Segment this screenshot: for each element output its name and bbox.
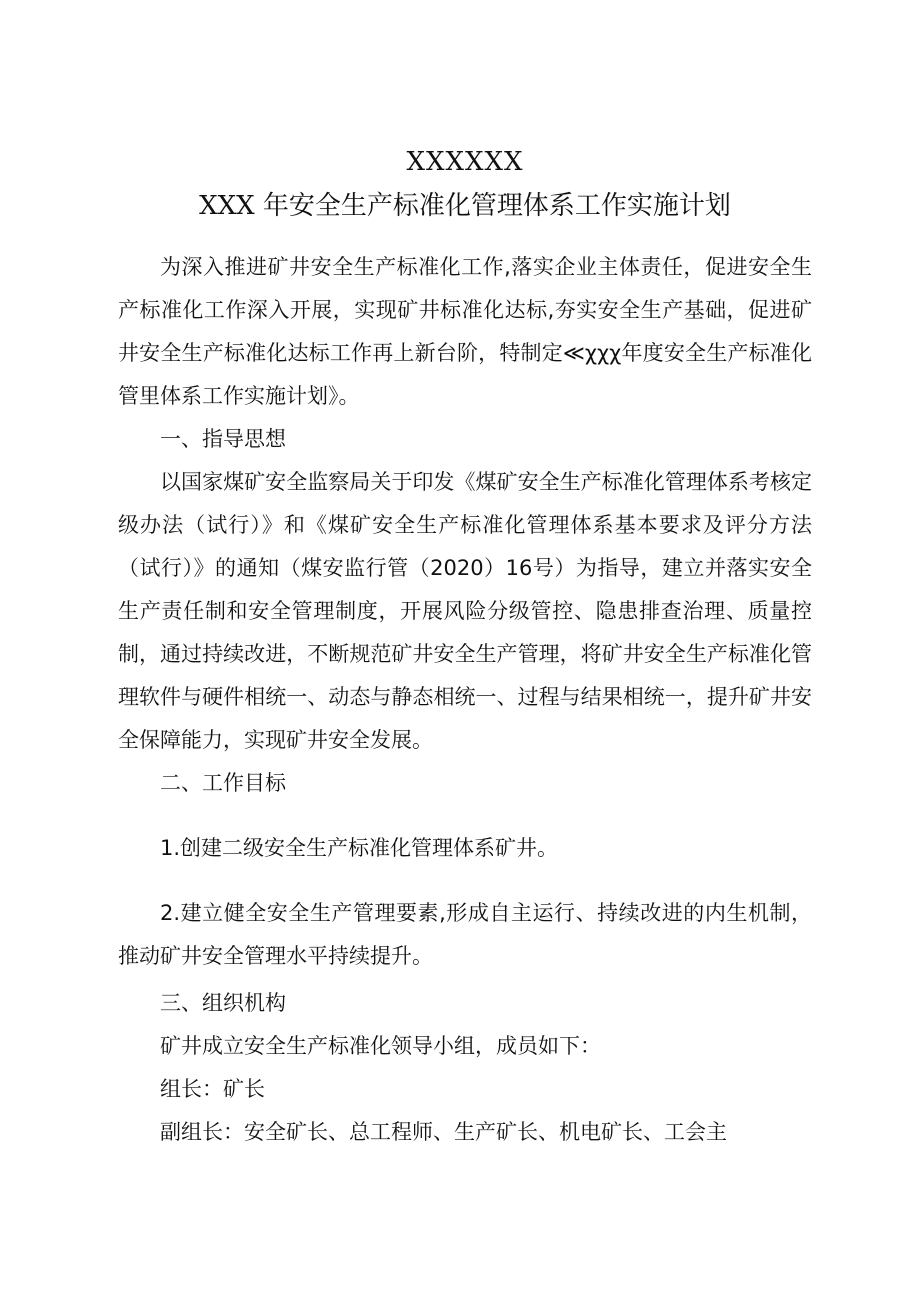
document-title: XXX 年安全生产标准化管理体系工作实施计划 bbox=[199, 191, 731, 221]
goal-item-1: 1.创建二级安全生产标准化管理体系矿井。 bbox=[160, 836, 559, 860]
section-heading-work-goals: 二、工作目标 bbox=[160, 771, 286, 795]
goal-item-2: 2.建立健全安全生产管理要素,形成自主运行、持续改进的内生机制，推动矿井安全管理水平持续提升。 bbox=[118, 901, 812, 968]
organization-intro: 矿井成立安全生产标准化领导小组，成员如下： bbox=[160, 1034, 601, 1058]
document-org-line: XXXXXX bbox=[406, 147, 524, 177]
group-leader-line: 组长：矿长 bbox=[160, 1077, 265, 1101]
intro-paragraph: 为深入推进矿井安全生产标准化工作,落实企业主体责任，促进安全生产标准化工作深入开展，实现矿井标准化达标,夯实安全生产基础，促进矿井安全生产标准化达标工作再上新台阶，特制定≪χχχ年度安全生产标准化管里体系工作实施计划》。 bbox=[118, 255, 812, 408]
section-heading-guiding-ideology: 一、指导思想 bbox=[160, 427, 286, 451]
deputy-leader-line: 副组长：安全矿长、总工程师、生产矿长、机电矿长、工会主 bbox=[160, 1120, 727, 1144]
section-heading-organization: 三、组织机构 bbox=[160, 991, 286, 1015]
guiding-ideology-paragraph: 以国家煤矿安全监察局关于印发《煤矿安全生产标准化管理体系考核定级办法（试行）》和《煤矿安全生产标准化管理体系基本要求及评分方法（试行）》的通知（煤安监行管（2020）16号）为指导，建立并落实安全生产责任制和安全管理制度，开展风险分级管控、隐患排查治理、质量控制，通过持续改进，不断规范矿井安全生产管理，将矿井安全生产标准化管理软件与硬件相统一、动态与静态相统一、过程与结果相统一，提升矿井安全保障能力，实现矿井安全发展。 bbox=[118, 470, 812, 752]
